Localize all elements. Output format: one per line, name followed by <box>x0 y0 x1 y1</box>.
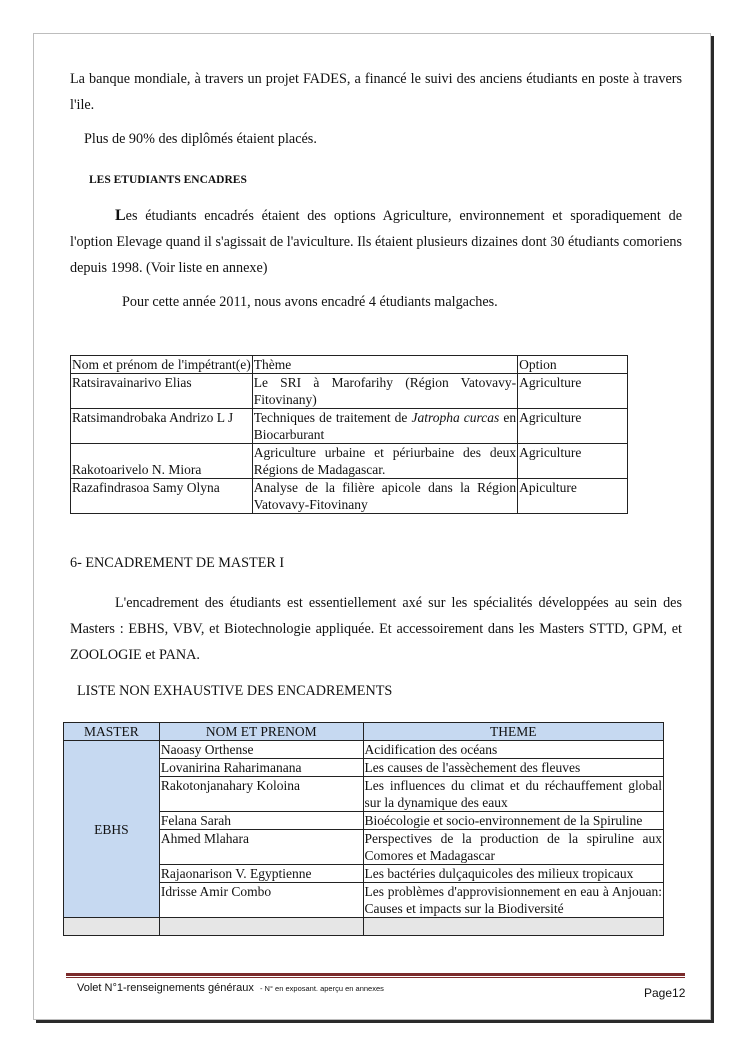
cell-theme: Agriculture urbaine et périurbaine des deux Régions de Madagascar. <box>253 445 517 477</box>
table-row <box>71 444 628 479</box>
table-etudiants-2011 <box>70 355 628 514</box>
paragraph-fades: La banque mondiale, à travers un projet FADES, a financé le suivi des anciens étudiants en poste à travers l'ile. <box>70 71 682 113</box>
empty-cell <box>159 918 363 936</box>
table-header-row <box>71 356 628 374</box>
cell-nom: Ratsimandrobaka Andrizo L J <box>71 409 253 444</box>
cell-theme <box>252 409 517 444</box>
theme-text: Techniques de traitement de <box>253 410 412 425</box>
paragraph-etudiants-text: es étudiants encadrés étaient des options Agriculture, environnement et sporadiquement de l'option Elevage quand il s'agissait de l'aviculture. Ils étaient plusieurs dizaines dont 30 étudiants comoriens depuis 1998. (Voir liste en annexe) <box>70 208 682 276</box>
table-encadrements <box>63 722 664 936</box>
cell-theme: Les problèmes d'approvisionnement en eau à Anjouan: Causes et impacts sur la Biodiversité <box>364 884 662 916</box>
cell-nom: Ahmed Mlahara <box>159 830 363 865</box>
cell-master-ebhs: EBHS <box>64 741 160 918</box>
section-title-master: 6- ENCADREMENT DE MASTER I <box>70 555 285 571</box>
header-option: Option <box>518 356 628 374</box>
footer-divider <box>66 973 685 976</box>
header-master: MASTER <box>64 723 160 741</box>
table-row <box>64 741 664 759</box>
cell-nom: Ratsiravainarivo Elias <box>71 374 253 409</box>
list-heading: LISTE NON EXHAUSTIVE DES ENCADREMENTS <box>77 683 393 699</box>
cell-theme: Les causes de l'assèchement des fleuves <box>363 759 663 777</box>
empty-cell <box>363 918 663 936</box>
theme-text: en Biocarburant <box>253 410 517 442</box>
cell-theme: Les bactéries dulçaquicoles des milieux tropicaux <box>363 865 663 883</box>
cell-option: Agriculture <box>518 374 628 409</box>
cell-nom: Lovanirina Raharimanana <box>159 759 363 777</box>
empty-cell <box>64 918 160 936</box>
table-row <box>71 374 628 409</box>
paragraph-placement: Plus de 90% des diplômés étaient placés. <box>84 131 317 147</box>
header-theme: THEME <box>363 723 663 741</box>
cell-nom: Felana Sarah <box>159 812 363 830</box>
paragraph-annee-2011: Pour cette année 2011, nous avons encadré 4 étudiants malgaches. <box>122 294 498 310</box>
theme-species-italic: Jatropha curcas <box>411 410 500 425</box>
dropcap-letter: L <box>115 207 126 224</box>
cell-theme: Acidification des océans <box>363 741 663 759</box>
heading-etudiants-encadres: LES ETUDIANTS ENCADRES <box>89 174 247 186</box>
footer-divider-thin <box>66 977 685 978</box>
header-nom-prenom: NOM ET PRENOM <box>159 723 363 741</box>
cell-theme: Analyse de la filière apicole dans la Région Vatovavy-Fitovinany <box>253 480 517 512</box>
paragraph-encadrement-master: L'encadrement des étudiants est essentiellement axé sur les spécialités développées au sein des Masters : EBHS, VBV, et Biotechnologie appliquée. Et accessoirement dans les Masters STTD, GPM, et ZOOLOGIE et PANA. <box>70 595 682 663</box>
cell-nom: Idrisse Amir Combo <box>159 883 363 918</box>
footer-volet: Volet N°1-renseignements généraux <box>77 982 254 994</box>
cell-theme: Perspectives de la production de la spiruline aux Comores et Madagascar <box>364 831 662 863</box>
cell-option: Agriculture <box>518 444 628 479</box>
table-row <box>71 479 628 514</box>
cell-nom: Rakotonjanahary Koloina <box>159 777 363 812</box>
cell-theme: Les influences du climat et du réchauffement global sur la dynamique des eaux <box>364 778 662 810</box>
cell-nom: Rakotoarivelo N. Miora <box>71 444 253 479</box>
paragraph-etudiants <box>70 203 682 281</box>
footer-note: - N° en exposant. aperçu en annexes <box>259 984 384 993</box>
cell-option: Agriculture <box>518 409 628 444</box>
cell-theme: Le SRI à Marofarihy (Région Vatovavy-Fitovinany) <box>253 375 517 407</box>
table-empty-row <box>64 918 664 936</box>
cell-nom: Razafindrasoa Samy Olyna <box>71 479 253 514</box>
page-number: Page12 <box>644 986 686 1000</box>
table-header-row <box>64 723 664 741</box>
header-nom: Nom et prénom de l'impétrant(e) <box>72 357 251 372</box>
cell-theme: Bioécologie et socio-environnement de la Spiruline <box>363 812 663 830</box>
footer-left <box>77 982 384 994</box>
cell-nom: Rajaonarison V. Egyptienne <box>159 865 363 883</box>
cell-option: Apiculture <box>518 479 628 514</box>
cell-nom: Naoasy Orthense <box>159 741 363 759</box>
header-theme: Thème <box>252 356 517 374</box>
table-row <box>71 409 628 444</box>
